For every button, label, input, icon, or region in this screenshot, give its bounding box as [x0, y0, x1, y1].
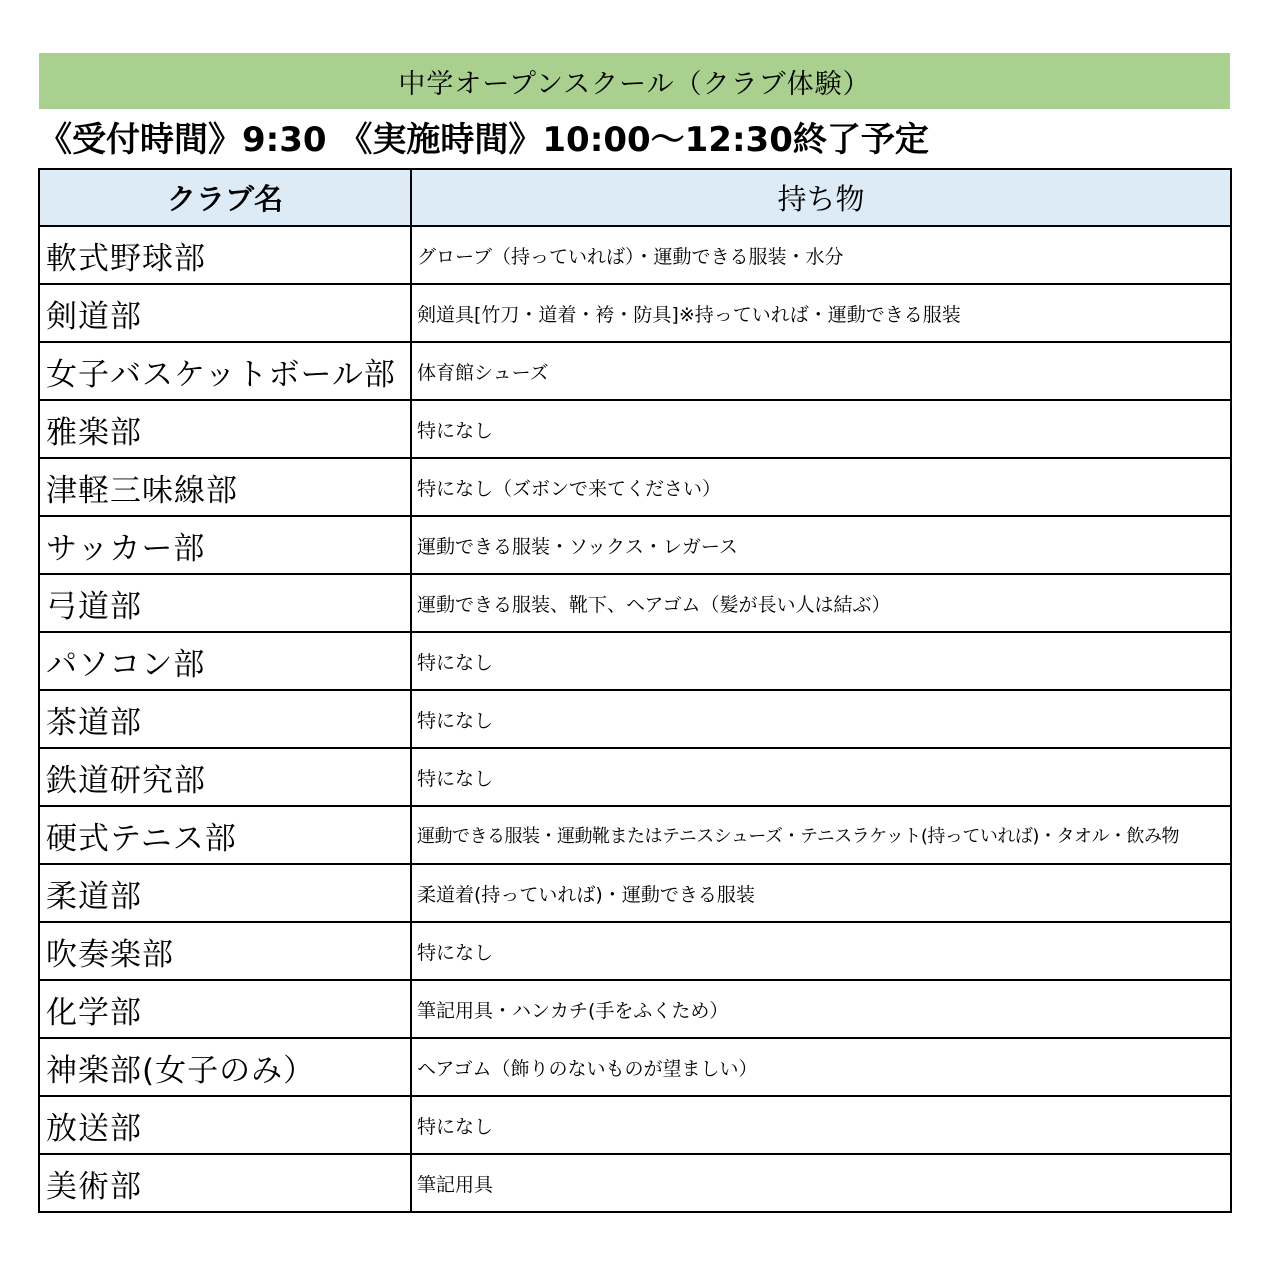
table-row [39, 980, 1231, 1038]
items-cell: 特になし [411, 748, 1231, 806]
column-header-club: クラブ名 [39, 169, 411, 226]
items-cell: 筆記用具・ハンカチ(手をふくため） [411, 980, 1231, 1038]
items-cell: 特になし（ズボンで来てください） [411, 458, 1231, 516]
club-name-cell: 吹奏楽部 [39, 922, 411, 980]
table-row [39, 690, 1231, 748]
items-cell: 特になし [411, 690, 1231, 748]
items-cell: 特になし [411, 632, 1231, 690]
club-name-cell: 弓道部 [39, 574, 411, 632]
items-cell: ヘアゴム（飾りのないものが望ましい） [411, 1038, 1231, 1096]
items-cell: 特になし [411, 1096, 1231, 1154]
table-row [39, 284, 1231, 342]
items-cell: 柔道着(持っていれば)・運動できる服装 [411, 864, 1231, 922]
table-row [39, 1096, 1231, 1154]
club-name-cell: 津軽三味線部 [39, 458, 411, 516]
club-name-cell: パソコン部 [39, 632, 411, 690]
club-name-cell: 茶道部 [39, 690, 411, 748]
club-name-cell: サッカー部 [39, 516, 411, 574]
table-row [39, 922, 1231, 980]
club-name-cell: 神楽部(女子のみ） [39, 1038, 411, 1096]
table-header-row [39, 169, 1231, 226]
column-header-items: 持ち物 [411, 169, 1231, 226]
items-cell: 体育館シューズ [411, 342, 1231, 400]
table-row [39, 226, 1231, 284]
table-row [39, 516, 1231, 574]
table-row [39, 864, 1231, 922]
items-cell: 筆記用具 [411, 1154, 1231, 1212]
table-row [39, 400, 1231, 458]
club-name-cell: 柔道部 [39, 864, 411, 922]
club-name-cell: 雅楽部 [39, 400, 411, 458]
table-row [39, 748, 1231, 806]
items-cell: 運動できる服装・ソックス・レガース [411, 516, 1231, 574]
page-banner [39, 53, 1230, 109]
table-row [39, 1154, 1231, 1212]
club-name-cell: 女子バスケットボール部 [39, 342, 411, 400]
club-name-cell: 放送部 [39, 1096, 411, 1154]
club-name-cell: 美術部 [39, 1154, 411, 1212]
items-cell: 運動できる服装・運動靴またはテニスシューズ・テニスラケット(持っていれば)・タオル・飲み物 [411, 806, 1231, 864]
table-row [39, 342, 1231, 400]
club-name-cell: 軟式野球部 [39, 226, 411, 284]
items-cell: 運動できる服装、靴下、ヘアゴム（髪が長い人は結ぶ） [411, 574, 1231, 632]
schedule-line: 《受付時間》9:30 《実施時間》10:00～12:30終了予定 [38, 120, 929, 160]
table-row [39, 1038, 1231, 1096]
club-name-cell: 剣道部 [39, 284, 411, 342]
items-cell: 特になし [411, 922, 1231, 980]
items-cell: 特になし [411, 400, 1231, 458]
club-name-cell: 硬式テニス部 [39, 806, 411, 864]
club-name-cell: 鉄道研究部 [39, 748, 411, 806]
items-cell: 剣道具[竹刀・道着・袴・防具]※持っていれば・運動できる服装 [411, 284, 1231, 342]
banner-title: 中学オープンスクール（クラブ体験） [398, 68, 871, 100]
table-row [39, 458, 1231, 516]
table-row [39, 574, 1231, 632]
club-items-table [38, 168, 1232, 1213]
club-name-cell: 化学部 [39, 980, 411, 1038]
table-row [39, 806, 1231, 864]
table-row [39, 632, 1231, 690]
items-cell: グローブ（持っていれば）・運動できる服装・水分 [411, 226, 1231, 284]
